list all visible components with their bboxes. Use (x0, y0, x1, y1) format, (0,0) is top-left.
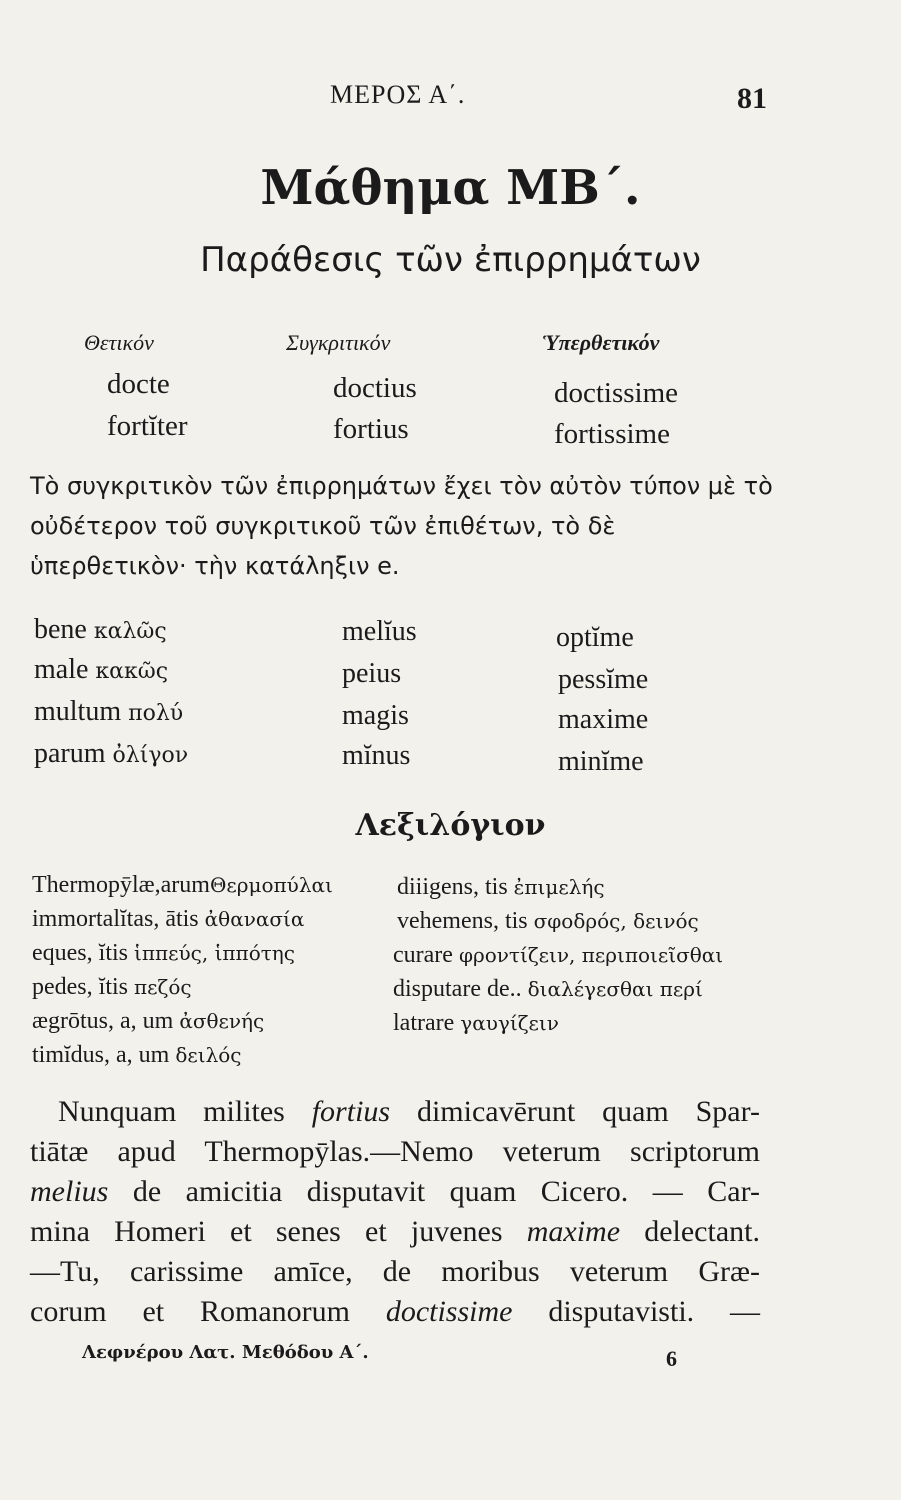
list-item: latrare γαυγίζειν (393, 1010, 559, 1036)
list-item: bene καλῶς (34, 614, 167, 645)
header-positive: Θετικόν (84, 330, 154, 355)
lesson-title: Μάθημα ΜΒ΄. (260, 160, 641, 216)
footer-signature: Λεφνέρου Λατ. Μεθόδου Α΄. (82, 1342, 369, 1363)
running-head: ΜΕΡΟΣ Α΄. (330, 80, 466, 109)
list-item: pessĭme (558, 664, 649, 695)
list-item: eques, ĭtis ἱππεύς, ἱππότης (32, 940, 295, 966)
list-item: timĭdus, a, um δειλός (32, 1042, 242, 1068)
list-item: pedes, ĭtis πεζός (32, 974, 192, 1000)
exercise-line: Nunquam milites fortius dimicavērunt quam Spar- (58, 1095, 760, 1128)
list-item: melĭus (342, 616, 417, 647)
list-item: parum ὀλίγον (34, 738, 189, 769)
list-item: ægrōtus, a, um ἀσθενής (32, 1008, 265, 1034)
list-item: curare φροντίζειν, περιποιεῖσθαι (393, 942, 724, 968)
exercise-line: —Tu, carissime amīce, de moribus veterum Græ- (30, 1255, 760, 1288)
exercise-line: melius de amicitia disputavit quam Cicero. — Car- (30, 1175, 760, 1208)
list-item: disputare de.. διαλέγεσθαι περί (393, 976, 703, 1002)
list-item: Thermopȳlæ,arumΘερμοπύλαι (32, 872, 333, 898)
table-cell: fortĭter (107, 410, 188, 442)
table-cell: docte (107, 368, 170, 400)
list-item: maxime (558, 704, 649, 735)
header-superlative: Ὑπερθετικόν (542, 330, 660, 355)
exercise-line: mina Homeri et senes et juvenes maxime delectant. (30, 1215, 760, 1248)
list-item: peius (342, 658, 402, 689)
list-item: male κακῶς (34, 654, 169, 685)
signature-mark: 6 (666, 1346, 677, 1371)
table-cell: doctissime (554, 377, 679, 409)
table-cell: fortius (333, 413, 409, 445)
header-comparative: Συγκριτικόν (286, 330, 391, 355)
exercise-paragraph (30, 1092, 760, 1332)
lesson-subtitle: Παράθεσις τῶν ἐπιρρημάτων (200, 240, 701, 280)
list-item: immortalĭtas, ātis ἀθανασία (32, 906, 305, 932)
list-item: magis (342, 700, 409, 731)
vocabulary-title: Λεξιλόγιον (355, 808, 546, 843)
list-item: vehemens, tis σφοδρός, δεινός (397, 908, 699, 934)
list-item: mĭnus (342, 740, 411, 771)
exercise-line: corum et Romanorum doctissime disputavisti. — (30, 1295, 760, 1328)
table-cell: fortissime (554, 418, 670, 450)
table-cell: doctius (333, 372, 417, 404)
list-item: optĭme (556, 622, 634, 653)
list-item: minĭme (558, 746, 644, 777)
page-number: 81 (737, 82, 767, 115)
rule-paragraph: Τὸ συγκριτικὸν τῶν ἐπιρρημάτων ἔχει τὸν αὐτὸν τύπον μὲ τὸ οὐδέτερον τοῦ συγκριτικοῦ τῶν ἐπιθέτων, τὸ δὲ ὑπερθετικὸν· τὴν κατάληξιν e. (30, 472, 773, 580)
exercise-line: tiātæ apud Thermopȳlas.—Nemo veterum scriptorum (30, 1135, 760, 1168)
list-item: multum πολύ (34, 696, 184, 727)
list-item: diiigens, tis ἐπιμελής (397, 874, 605, 900)
